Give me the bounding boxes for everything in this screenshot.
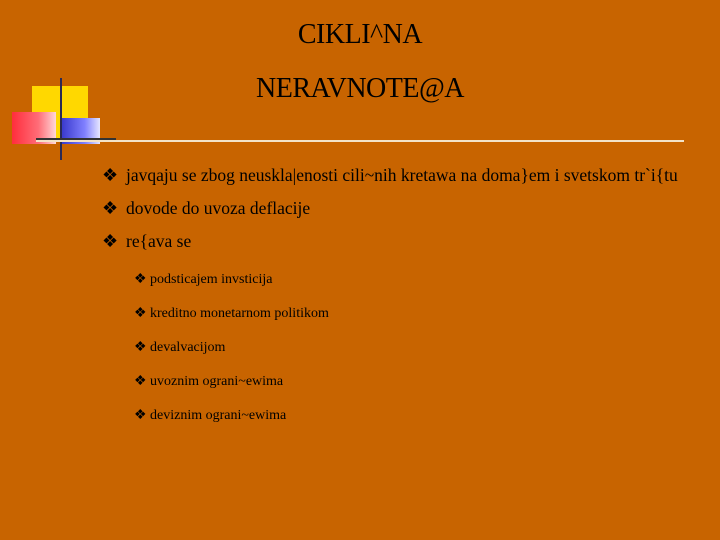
bullet-item [102,193,702,223]
sub-bullet-text: uvoznim ograni~ewima [150,374,284,389]
sub-bullet-text: podsticajem invsticija [150,272,273,287]
diamond-bullet-icon: ❖ [102,165,119,185]
sub-bullet-text: deviznim ograni~ewima [150,408,287,423]
sub-bullet-item [134,365,702,399]
sub-bullet-item [134,263,702,297]
diamond-bullet-icon: ❖ [134,408,147,423]
bullet-item [102,226,702,256]
sub-bullet-item [134,399,702,433]
bullet-text: dovode do uvoza deflacije [126,198,311,218]
diamond-bullet-icon: ❖ [102,198,119,218]
decorative-blocks-logo [0,0,120,170]
bullet-text: re{ava se [126,231,192,251]
sub-bullet-text: devalvacijom [150,340,226,355]
diamond-bullet-icon: ❖ [134,306,147,321]
bullet-list [102,160,702,433]
sub-bullet-text: kreditno monetarnom politikom [150,306,329,321]
sub-bullet-item [134,297,702,331]
sub-bullet-item [134,331,702,365]
sub-bullet-list [102,263,702,433]
bullet-item [102,160,702,190]
title-line-1: CIKLI^NA [297,19,423,50]
diamond-bullet-icon: ❖ [102,231,119,251]
diamond-bullet-icon: ❖ [134,272,147,287]
horizontal-rule [36,140,684,142]
bullet-text: javqaju se zbog neuskla|enosti cili~nih kretawa na doma}em i svetskom tr`i{tu [126,165,678,185]
diamond-bullet-icon: ❖ [134,374,147,389]
vertical-rule [60,78,62,160]
title-line-2: NERAVNOTE@A [256,73,464,104]
diamond-bullet-icon: ❖ [134,340,147,355]
